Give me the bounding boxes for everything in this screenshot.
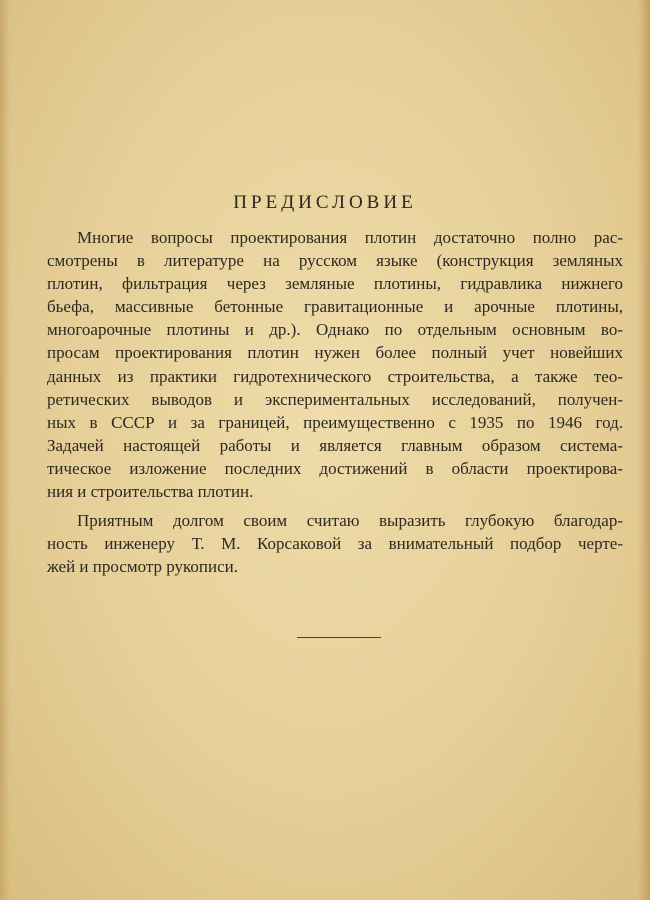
- text-line: ретических выводов и экспериментальных исследований, получен-: [47, 389, 623, 409]
- text-line: данных из практики гидротехнического строительства, а также тео-: [47, 366, 623, 386]
- page-edge-left: [0, 0, 10, 900]
- text-line: Задачей настоящей работы и является главным образом система-: [47, 435, 623, 455]
- paragraph-1: [47, 226, 623, 503]
- text-line: Многие вопросы проектирования плотин достаточно полно рас-: [77, 228, 623, 247]
- page-edge-right: [638, 0, 650, 900]
- text-line: многоарочные плотины и др.). Однако по отдельным основным во-: [47, 320, 623, 340]
- text-line: тическое изложение последних достижений в области проектирова-: [47, 458, 623, 478]
- paragraph-2: [47, 509, 623, 578]
- text-line: ных в СССР и за границей, преимущественно с 1935 по 1946 год.: [47, 412, 623, 432]
- text-line: Приятным долгом своим считаю выразить глубокую благодар-: [77, 511, 623, 531]
- text-line: ность инженеру Т. М. Корсаковой за внимательный подбор черте-: [47, 534, 623, 554]
- text-line: бьефа, массивные бетонные гравитационные и арочные плотины,: [47, 297, 623, 317]
- page-title: ПРЕДИСЛОВИЕ: [233, 192, 417, 213]
- text-line: плотин, фильтрация через земляные плотины, гидравлика нижнего: [47, 274, 623, 294]
- end-divider: [297, 637, 381, 638]
- text-line: смотрены в литературе на русском языке (конструкция земляных: [47, 251, 623, 271]
- text-line: ния и строительства плотин.: [47, 482, 254, 502]
- text-line: жей и просмотр рукописи.: [47, 557, 239, 577]
- text-line: просам проектирования плотин нужен более полный учет новейших: [47, 343, 623, 363]
- preface-text: [47, 226, 623, 578]
